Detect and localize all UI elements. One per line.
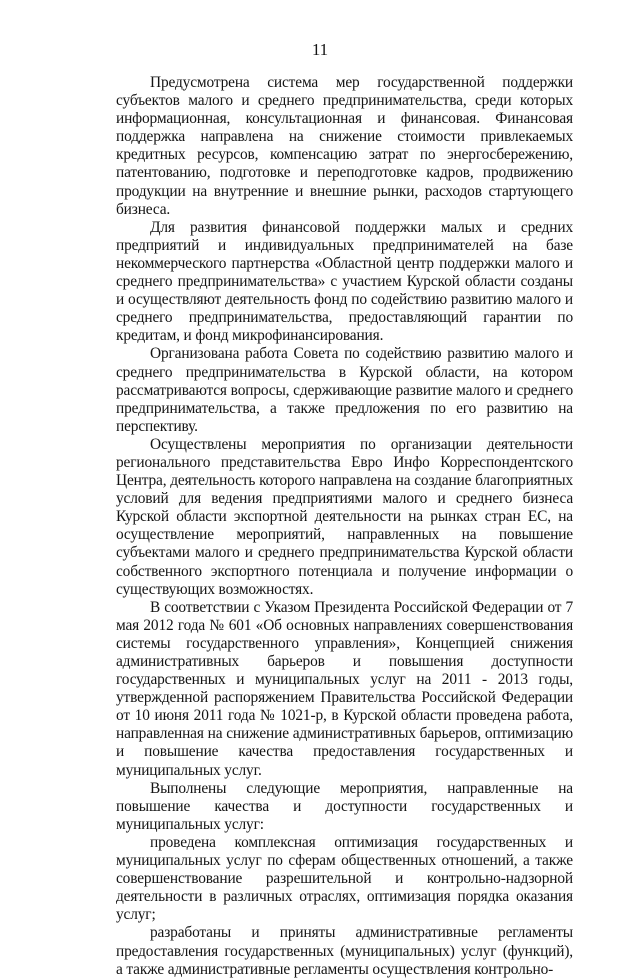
paragraph-euro-info-center: Осуществлены мероприятия по организации деятельности регионального представительства Евро Инфо Корреспондентского Центра, деятельность которого направлена на создание благоприятных условий для ведения предприятиями малого и среднего бизнеса Курской области экспортной деятельности на рынках стран ЕС, на осуществление мероприятий, направленных на повышение субъектами малого и среднего предпринимательства Курской области собственного экспортного потенциала и получение информации о существующих возможностях. <box>116 435 573 598</box>
paragraph-regulations: разработаны и приняты административные регламенты предоставления государственных (муниципальных) услуг (функций), а также административные регламенты осуществления контрольно- <box>116 924 573 978</box>
paragraph-optimization: проведена комплексная оптимизация государственных и муниципальных услуг по сферам общественных отношений, а также совершенствование разрешительной и контрольно-надзорной деятельности в различных отраслях, оптимизация порядка оказания услуг; <box>116 833 573 924</box>
body-text <box>116 74 573 979</box>
paragraph-measures-intro: Выполнены следующие мероприятия, направленные на повышение качества и доступности государственных и муниципальных услуг: <box>116 779 573 833</box>
paragraph-financial-support: Для развития финансовой поддержки малых и средних предприятий и индивидуальных предпринимателей на базе некоммерческого партнерства «Областной центр поддержки малого и среднего предпринимательства» с участием Курской области созданы и осуществляют деятельность фонд по содействию развитию малого и среднего предпринимательства, предоставляющий гарантии по кредитам, и фонд микрофинансирования. <box>116 218 573 345</box>
paragraph-state-support: Предусмотрена система мер государственной поддержки субъектов малого и среднего предпринимательства, среди которых информационная, консультационная и финансовая. Финансовая поддержка направлена на снижение стоимости привлекаемых кредитных ресурсов, компенсацию затрат по энергосбережению, патентованию, подготовке и переподготовке кадров, продвижению продукции на внутренние и внешние рынки, расходов стартующего бизнеса. <box>116 74 573 218</box>
paragraph-council: Организована работа Совета по содействию развитию малого и среднего предпринимательства в Курской области, на котором рассматриваются вопросы, сдерживающие развитие малого и среднего предпринимательства, а также предложения по его развитию на перспективу. <box>116 345 573 435</box>
paragraph-presidential-decree: В соответствии с Указом Президента Российской Федерации от 7 мая 2012 года № 601 «Об основных направлениях совершенствования системы государственного управления», Концепцией снижения административных барьеров и повышения доступности государственных и муниципальных услуг на 2011 - 2013 годы, утвержденной распоряжением Правительства Российской Федерации от 10 июня 2011 года № 1021-р, в Курской области проведена работа, направленная на снижение административных барьеров, оптимизацию и повышение качества предоставления государственных и муниципальных услуг. <box>116 598 573 779</box>
page-number: 11 <box>311 40 329 59</box>
